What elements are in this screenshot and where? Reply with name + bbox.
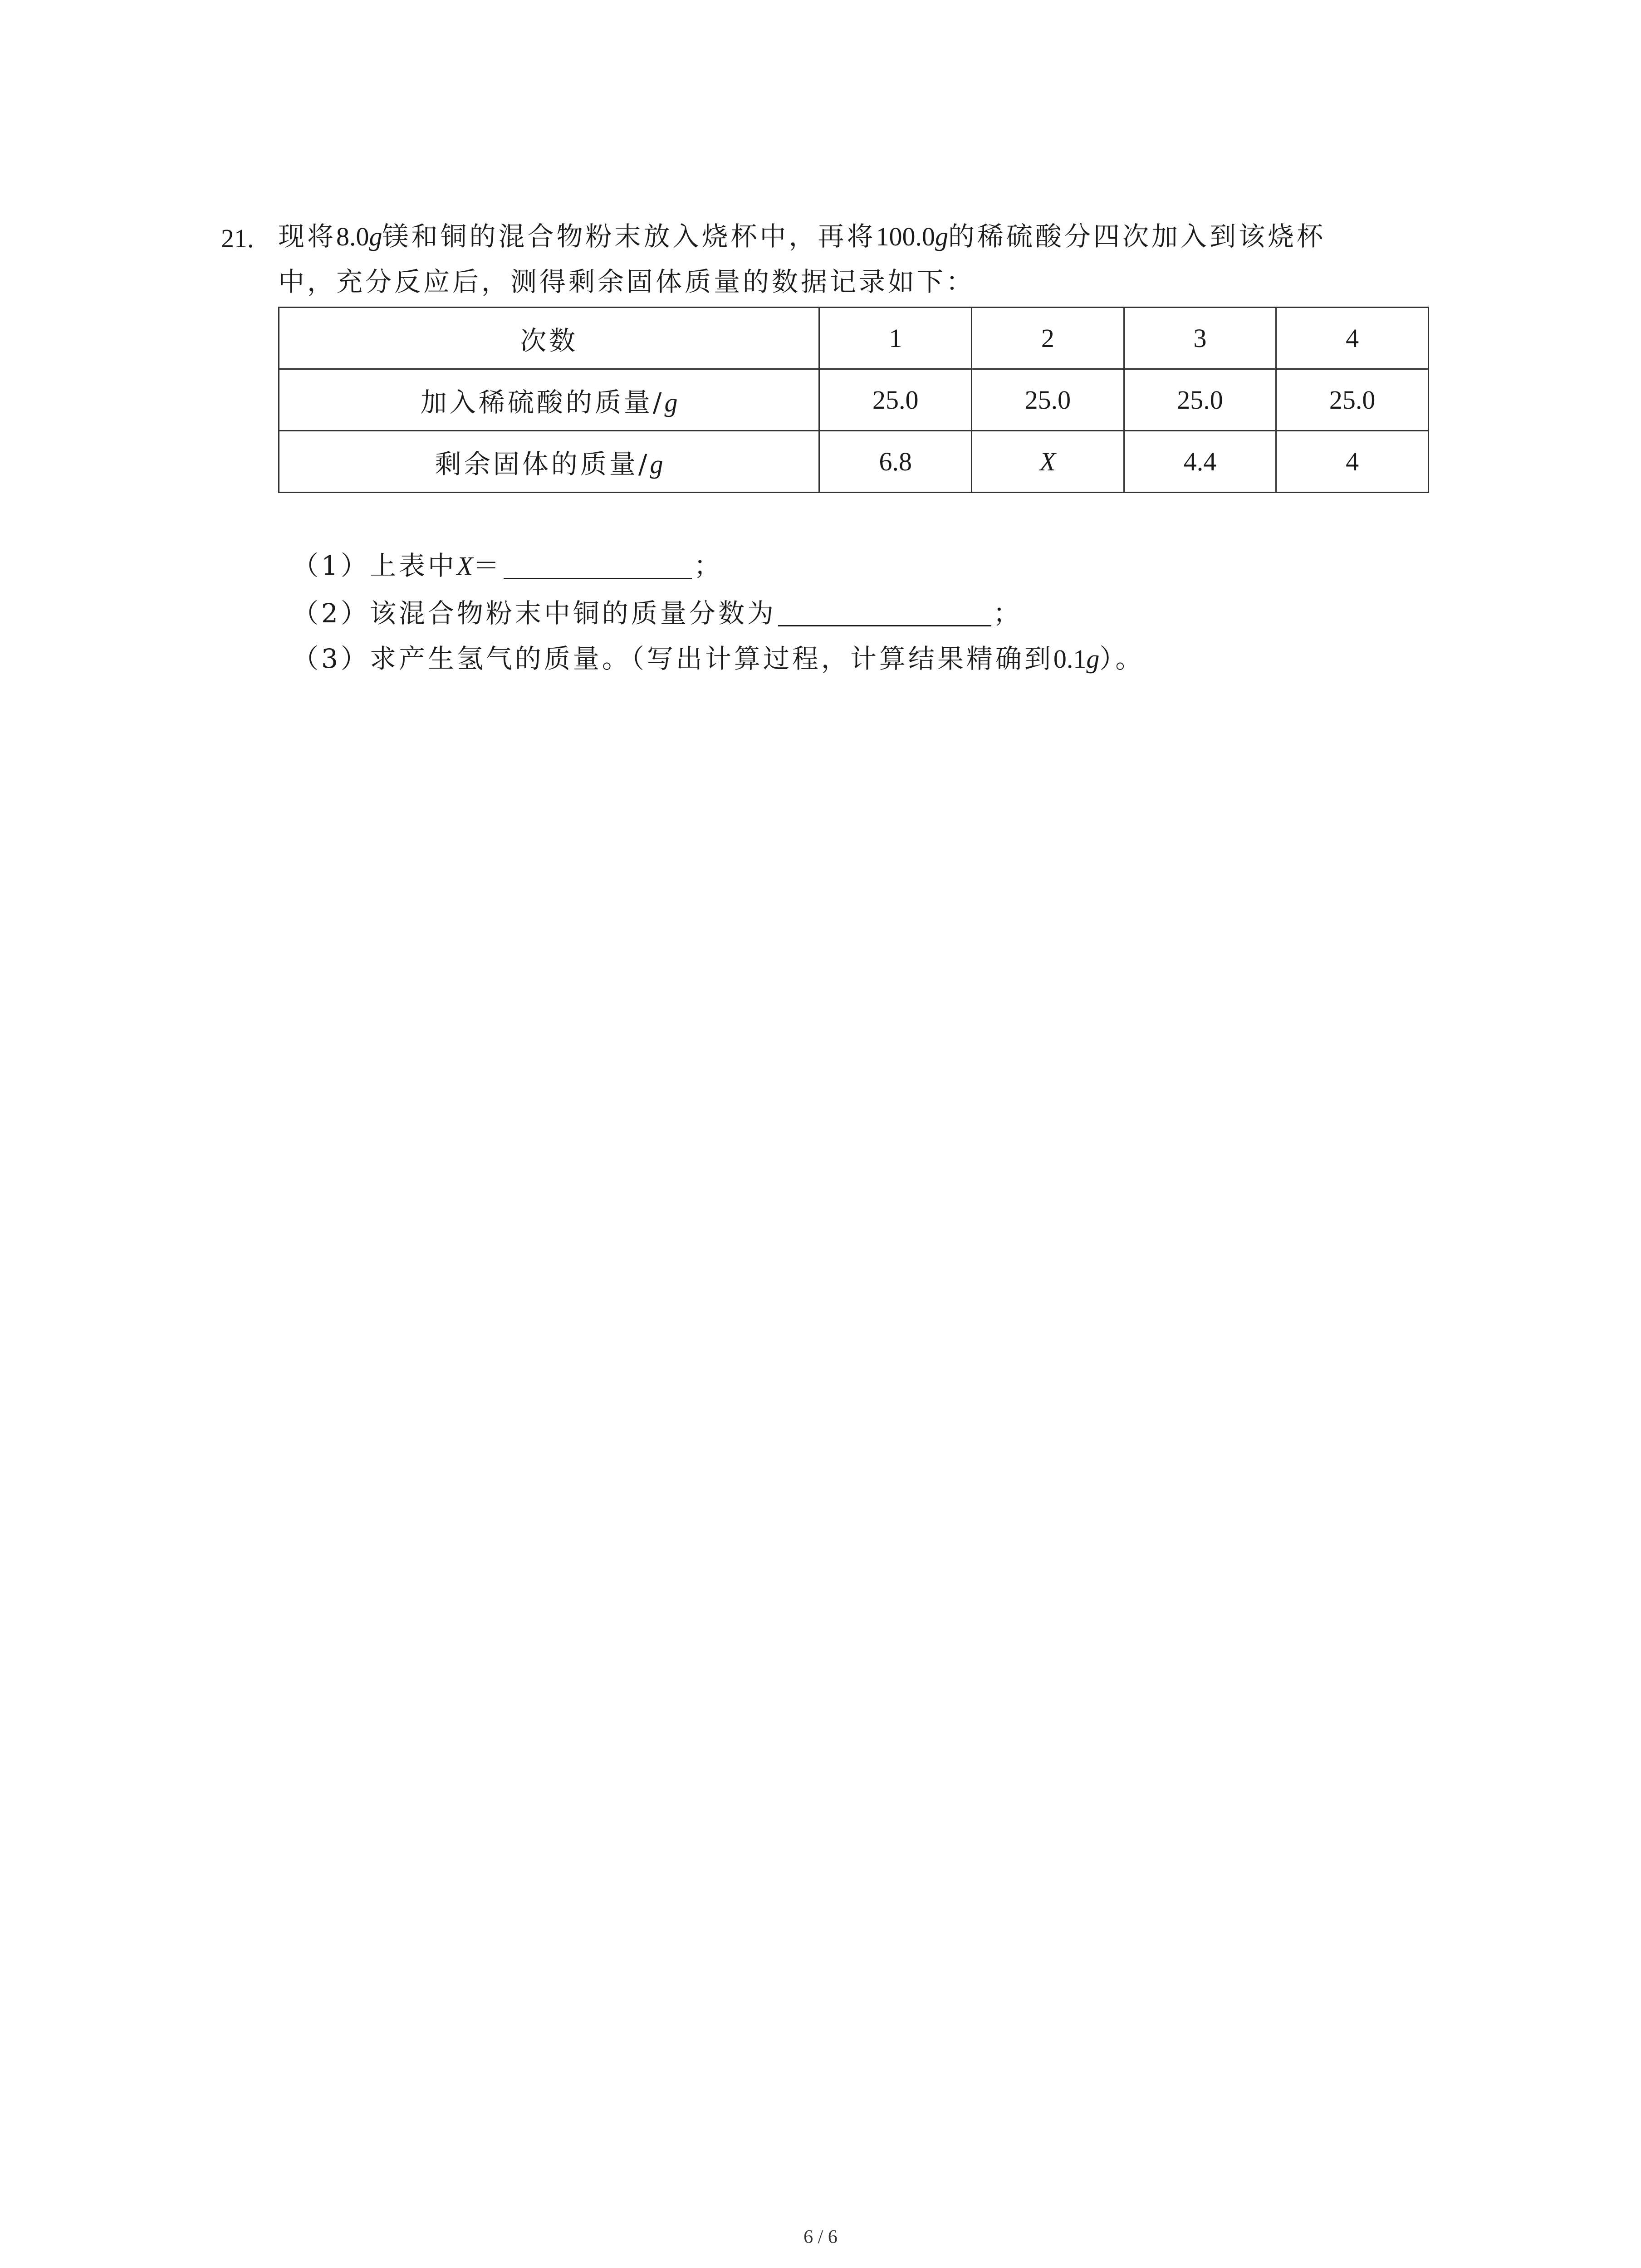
mixture-mass-value: 8.0 [336,222,369,251]
table-cell: 25.0 [1124,369,1276,431]
precision-value: 0.1 [1053,644,1087,674]
stem-text: 镁和铜的混合物粉末放入烧杯中，再将 [382,221,876,252]
page-indicator: 6 / 6 [803,2227,838,2248]
acid-mass-value: 100.0 [876,222,936,251]
table-column-header: 2 [972,308,1124,369]
row-label-text: 加入稀硫酸的质量/ [420,386,665,418]
stem-text: 的稀硫酸分四次加入到该烧杯 [948,221,1326,252]
table-header-label: 次数 [279,308,819,369]
variable-x: X [456,551,473,581]
table-cell: 4.4 [1124,431,1276,493]
sub-question-suffix: ； [993,598,1022,629]
table-row-label [279,369,819,431]
table-column-header: 4 [1276,308,1429,369]
question-stem-line-2: 中，充分反应后，测得剩余固体质量的数据记录如下： [278,266,975,297]
table-column-header: 3 [1124,308,1276,369]
sub-question-suffix: ）。 [1099,643,1145,674]
unit-g: g [664,387,678,417]
sub-question-text: （1）上表中 [292,550,457,581]
question-stem-line-1 [278,223,1326,250]
table-cell: 6.8 [819,431,972,493]
sub-question-2 [292,598,1022,629]
sub-question-suffix: ； [694,550,723,581]
unit-g: g [935,222,949,251]
table-row [279,431,1429,493]
table-row-label [279,431,819,493]
table-cell: 25.0 [819,369,972,431]
unit-g: g [369,222,382,251]
table-row [279,369,1429,431]
table-cell: 25.0 [1276,369,1429,431]
sub-question-text: （2）该混合物粉末中铜的质量分数为 [292,598,776,629]
equals-sign: ＝ [473,550,502,581]
data-table [278,307,1429,493]
unit-g: g [1086,644,1100,674]
sub-question-3 [292,645,1144,672]
table-column-header: 1 [819,308,972,369]
sub-question-1 [292,552,723,579]
table-cell: 25.0 [972,369,1124,431]
table-header-row [279,308,1429,369]
table-cell: 4 [1276,431,1429,493]
sub-question-text: （3）求产生氢气的质量。（写出计算过程，计算结果精确到 [292,643,1053,674]
row-label-text: 剩余固体的质量/ [435,448,650,479]
table-cell-unknown-x: X [972,431,1124,493]
stem-text: 现将 [278,221,337,252]
answer-blank-1[interactable] [504,552,692,579]
answer-blank-2[interactable] [778,599,991,626]
question-number: 21. [221,224,254,253]
unit-g: g [650,449,663,479]
